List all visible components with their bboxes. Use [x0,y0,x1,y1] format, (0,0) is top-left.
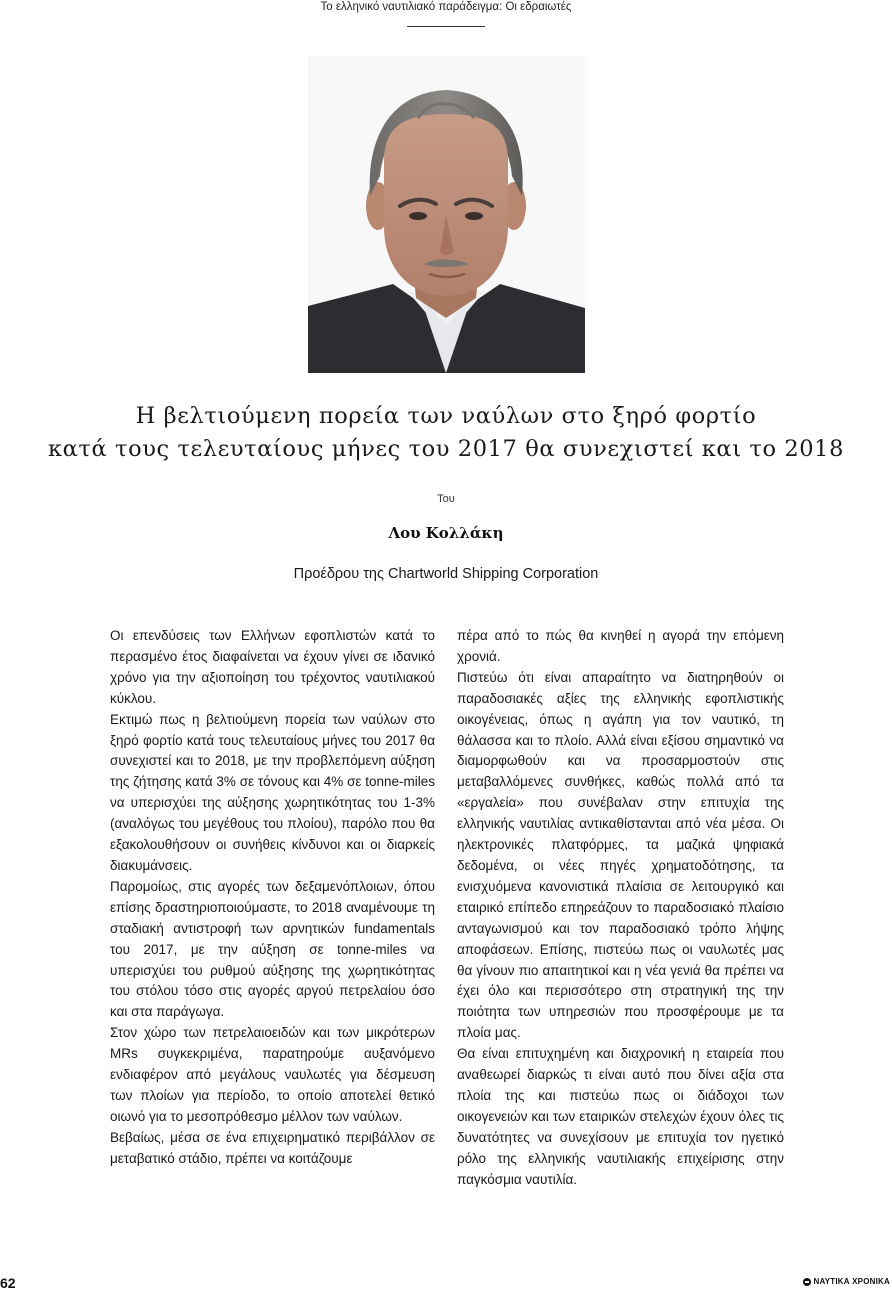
portrait-illustration [308,56,585,373]
paragraph: Θα είναι επιτυχημένη και διαχρονική η εταιρεία που αναθεωρεί διαρκώς τι είναι αυτό που δίνει αξία στα πλοία της και πιστεύω πως οι διάδοχοι των οικογενειών και των εταιρικών στελεχών έχουν όλες τις δυνατότητες να συνεχίσουν με επιτυχία τον ηγετικό ρόλο της ελληνικής ναυτιλιακής επιχείρισης στην παγκόσμια ναυτιλία. [457,1046,784,1187]
page-number: 62 [0,1275,16,1291]
paragraph: πέρα από το πώς θα κινηθεί η αγορά την επόμενη χρονιά. [457,628,784,664]
article-column-left [110,626,435,1170]
header-rule [407,26,485,27]
paragraph: Βεβαίως, μέσα σε ένα επιχειρηματικό περιβάλλον σε μεταβατικό στάδιο, πρέπει να κοιτάζουμε [110,1129,435,1166]
running-header: Το ελληνικό ναυτιλιακό παράδειγμα: Οι εδραιωτές [320,1,572,13]
author-name: Λου Κολλάκη [388,524,504,542]
paragraph: Οι επενδύσεις των Ελλήνων εφοπλιστών κατά το περασμένο έτος διαφαίνεται να έχουν γίνει σε ιδανικό χρόνο για την αξιοποίηση του τρέχοντος ναυτιλιακού κύκλου. [110,628,435,706]
article-title-line-1: Η βελτιούμενη πορεία των ναύλων στο ξηρό φορτίο [135,403,757,429]
footer-brand-name: ΝΑΥΤΙΚΑ ΧΡΟΝΙΚΑ [813,1277,890,1286]
paragraph: Εκτιμώ πως η βελτιούμενη πορεία των ναύλων στο ξηρό φορτίο κατά τους τελευταίους μήνες του 2017 θα συνεχιστεί και το 2018, με την προβλεπόμενη αύξηση της ζήτησης κατά 3% σε τόνους και 4% σε tonne-miles να υπερισχύει της αύξησης χωρητικότητας του 1-3% (αναλόγως του μεγέθους του πλοίου), παρόλο που θα εξακολουθήσουν οι συνήθεις κίνδυνοι και οι διαρκείς διακυμάνσεις. [110,711,435,873]
brand-logo-icon [803,1278,811,1286]
author-role: Προέδρου της Chartworld Shipping Corporation [293,566,599,582]
paragraph: Παρομοίως, στις αγορές των δεξαμενόπλοιων, όπου επίσης δραστηριοποιούμαστε, το 2018 αναμένουμε τη σταδιακή αντιστροφή των αρνητικών fundamentals του 2017, με την αύξηση σε tonne-miles να υπερισχύει του ρυθμού αύξησης της χωρητικότητας του στόλου τόσο στις αγορές αργού πετρελαίου όσο και στα παράγωγα. [110,878,435,1020]
byline-prefix: Του [437,493,455,505]
article-column-right [457,626,784,1190]
author-portrait [308,56,585,373]
article-title [30,400,862,466]
footer-brand [803,1277,891,1286]
paragraph: Στον χώρο των πετρελαιοειδών και των μικρότερων MRs συγκεκριμένα, παρατηρούμε αυξανόμενο ενδιαφέρον από μεγάλους ναυλωτές για δέσμευση των πλοίων για περίοδο, το οποίο αποτελεί θετικό οιωνό για το μεσοπρόθεσμο μέλλον των ναύλων. [110,1025,435,1124]
paragraph: Πιστεύω ότι είναι απαραίτητο να διατηρηθούν οι παραδοσιακές αξίες της ελληνικής εφοπλιστικής οικογένειας, όπως η αγάπη για τον ναυτικό, τη θάλασσα και το πλοίο. Αλλά είναι εξίσου σημαντικό να διαμορφωθούν και να προσαρμοστούν στις μεταβαλλόμενες συνθήκες, καθώς πολλά από τα «εργαλεία» που συνέβαλαν στην επιτυχία της ελληνικής ναυτιλίας αντικαθίστανται από νέα μέσα. Οι ηλεκτρονικές πλατφόρμες, τα μαζικά ψηφιακά δεδομένα, οι νέες πηγές χρηματοδότησης, τα ενισχυόμενα κανονιστικά πλαίσια σε λειτουργικό και εταιρικό επίπεδο επηρεάζουν το παραδοσιακό πλαίσιο ανταγωνισμού και τον παραδοσιακό τρόπο λήψης αποφάσεων. Επίσης, πιστεύω πως οι ναυλωτές μας θα γίνουν πιο απαιτητικοί και η νέα γενιά θα πρέπει να έχει όλο και περισσότερο στη στρατηγική της την ποιότητα των υπηρεσιών που προσφέρουμε με τα πλοία μας. [457,669,784,1041]
article-title-line-2: κατά τους τελευταίους μήνες του 2017 θα συνεχιστεί και το 2018 [47,436,845,462]
